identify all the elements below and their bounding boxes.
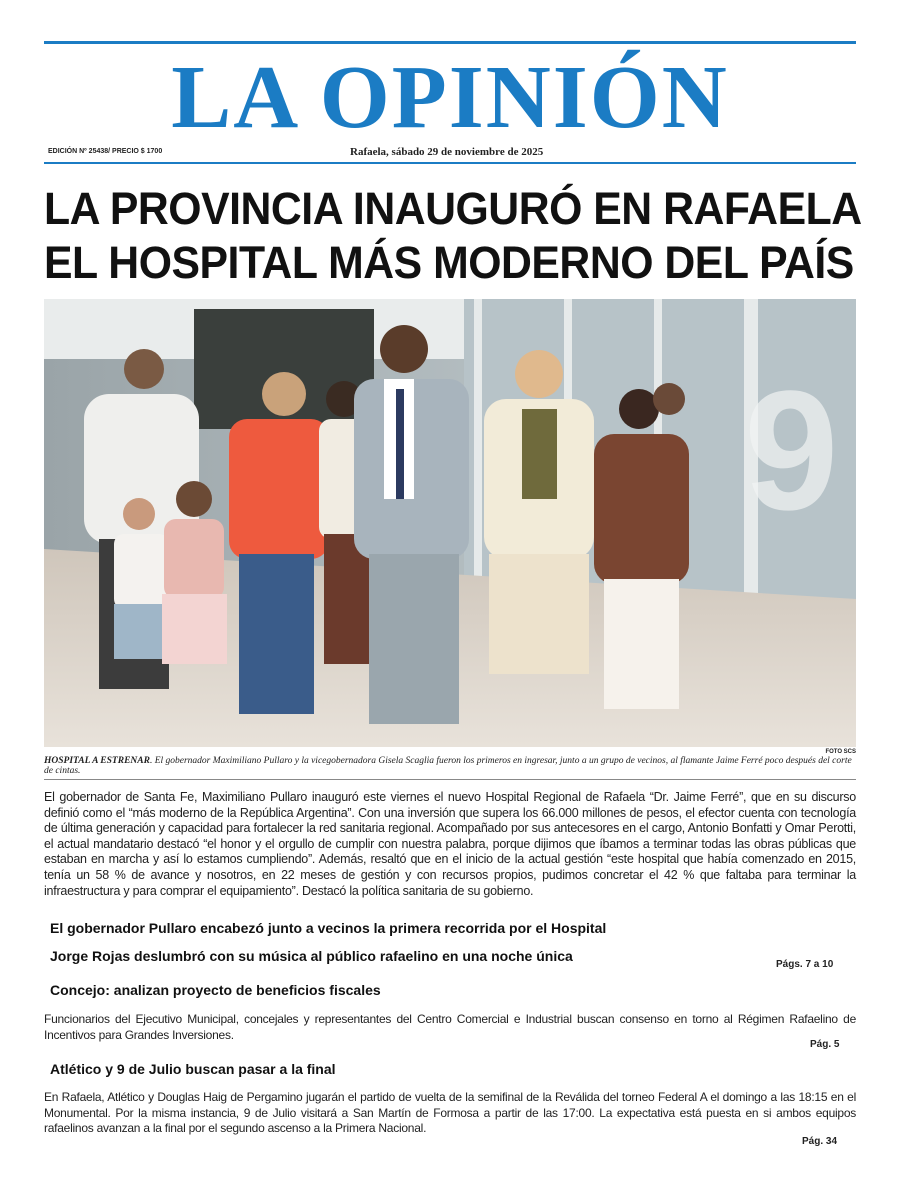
svg-text:9: 9 <box>744 356 839 546</box>
headline-line-1: LA PROVINCIA INAUGURÓ EN RAFAELA <box>44 183 862 234</box>
lead-paragraph: El gobernador de Santa Fe, Maximiliano Pullaro inauguró este viernes el nuevo Hospital Regional de Rafaela “Dr. Jaime Ferré”, que en su discurso definió como el “más moderno de la República Argentina”. Con una inversión que supera los 66.000 millones de pesos, el efector cuenta con tecnología de última generación y capacidad para fortalecer la red sanitaria regional. Acompañado por sus antecesores en el cargo, Antonio Bonfatti y Omar Perotti, el actual mandatario destacó “el honor y el orgullo de cumplir con nuestra palabra, porque dijimos que íbamos a terminar todas las obras públicas que estaban en marcha y así lo estamos cumpliendo”. Además, resaltó que en el inicio de la actual gestión “este hospital que había comenzado en 2015, tenía un 58 % de avance y nosotros, en 22 meses de gestión y con recursos propios, pudimos concretar el 42 % que faltaba para terminar la infraestructura y para comprar el equipamiento”. Destacó la política sanitaria de su gobierno. <box>44 790 856 898</box>
main-headline <box>44 182 862 290</box>
teaser-headline-1: El gobernador Pullaro encabezó junto a vecinos la primera recorrida por el Hospital <box>50 920 607 936</box>
photo-credit: FOTO SCS <box>825 749 856 755</box>
edition-price: EDICIÓN Nº 25438/ PRECIO $ 1700 <box>48 148 163 155</box>
teaser-page-ref: Págs. 7 a 10 <box>776 959 834 970</box>
story-1-headline: Concejo: analizan proyecto de beneficios fiscales <box>50 982 381 998</box>
dateline: Rafaela, sábado 29 de noviembre de 2025 <box>350 146 544 158</box>
masthead-bottom-rule <box>44 162 856 164</box>
headline-line-2: EL HOSPITAL MÁS MODERNO DEL PAÍS <box>44 237 854 288</box>
photo-illustration <box>44 299 856 747</box>
teaser-headline-2: Jorge Rojas deslumbró con su música al público rafaelino en una noche única <box>50 948 573 964</box>
story-1-body: Funcionarios del Ejecutivo Municipal, concejales y representantes del Centro Comercial e Industrial buscan consenso en torno al Régimen Rafaelino de Incentivos para Grandes Inversiones. <box>44 1012 856 1042</box>
masthead-top-rule <box>44 41 856 44</box>
caption-text: . El gobernador Maximiliano Pullaro y la vicegobernadora Gisela Scaglia fueron los primeros en ingresar, junto a un grupo de vecinos, al flamante Jaime Ferré poco después del corte de cintas. <box>44 756 852 776</box>
caption-divider <box>44 779 856 780</box>
story-1-page-ref: Pág. 5 <box>810 1039 840 1050</box>
newspaper-logo: LA OPINIÓN <box>171 48 729 147</box>
story-2-page-ref: Pág. 34 <box>802 1136 838 1147</box>
main-photo <box>44 299 856 747</box>
caption-label: HOSPITAL A ESTRENAR <box>44 756 150 766</box>
story-2-body: En Rafaela, Atlético y Douglas Haig de Pergamino jugarán el partido de vuelta de la semifinal de la Reválida del torneo Federal A el domingo a las 18:15 en el Monumental. Por la misma instancia, 9 de Julio visitará a San Martín de Formosa a partir de las 17:00. La expectativa está puesta en si ambos equipos rafaelinos avanzan a la final por el segundo ascenso a la Primera Nacional. <box>44 1090 856 1136</box>
photo-caption <box>44 756 856 776</box>
story-2-headline: Atlético y 9 de Julio buscan pasar a la final <box>50 1061 336 1077</box>
